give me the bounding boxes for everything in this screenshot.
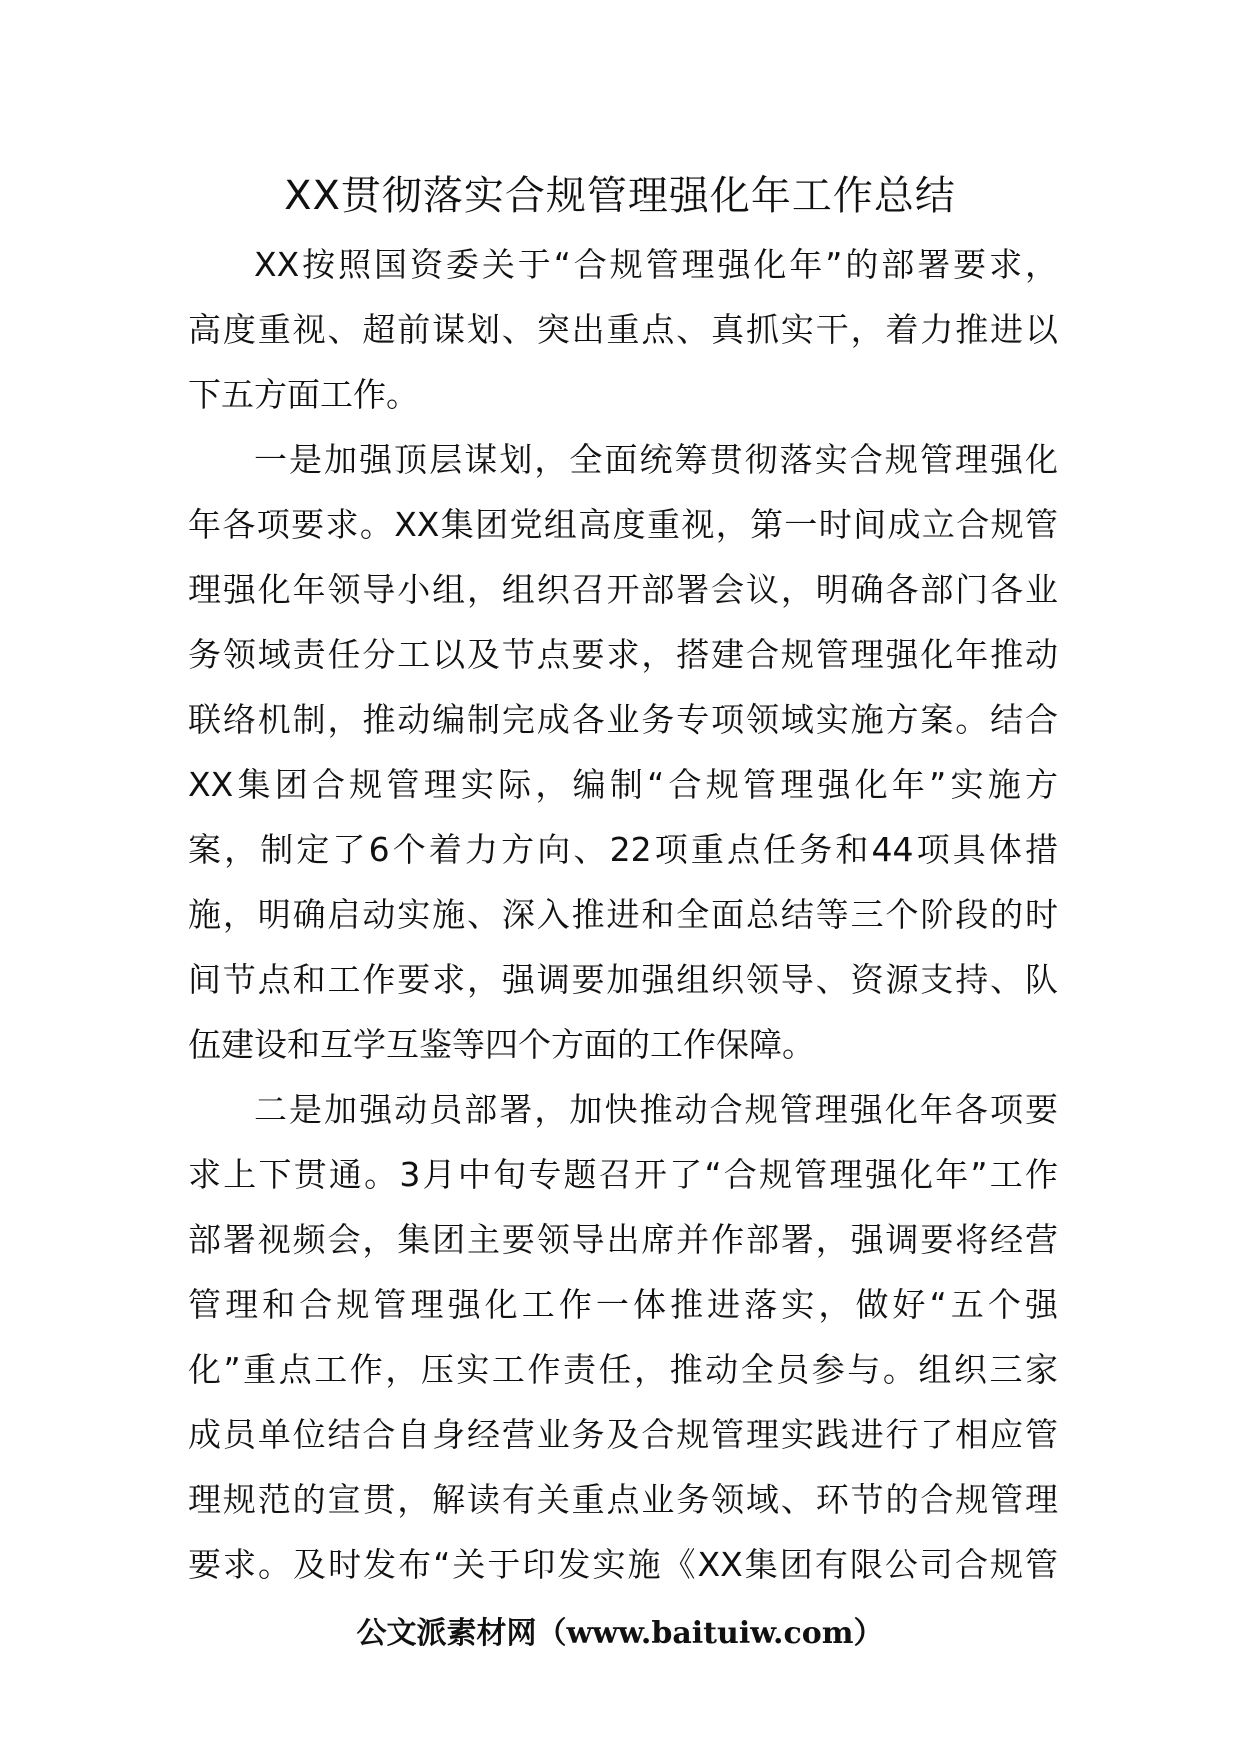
paragraph	[188, 1077, 1058, 1597]
text-line: 求上下贯通。3月中旬专题召开了“合规管理强化年”工作	[188, 1155, 1058, 1194]
text-line: 化”重点工作，压实工作责任，推动全员参与。组织三家	[188, 1350, 1058, 1389]
text-line: 施，明确启动实施、深入推进和全面总结等三个阶段的时	[188, 895, 1058, 934]
text-line: 管理和合规管理强化工作一体推进落实，做好“五个强	[188, 1285, 1058, 1324]
text-line: XX按照国资委关于“合规管理强化年”的部署要求，	[254, 245, 1058, 284]
text-line: 下五方面工作。	[188, 375, 419, 414]
paragraph	[188, 427, 1058, 1077]
document-body	[188, 232, 1058, 1597]
text-line: XX集团合规管理实际，编制“合规管理强化年”实施方	[188, 765, 1058, 804]
text-line: 部署视频会，集团主要领导出席并作部署，强调要将经营	[188, 1220, 1058, 1259]
text-line: 务领域责任分工以及节点要求，搭建合规管理强化年推动	[188, 635, 1058, 674]
text-line: 理规范的宣贯，解读有关重点业务领域、环节的合规管理	[188, 1480, 1058, 1519]
text-line: 伍建设和互学互鉴等四个方面的工作保障。	[188, 1025, 815, 1064]
text-line: 间节点和工作要求，强调要加强组织领导、资源支持、队	[188, 960, 1058, 999]
text-line: 联络机制，推动编制完成各业务专项领域实施方案。结合	[188, 700, 1058, 739]
text-line: 成员单位结合自身经营业务及合规管理实践进行了相应管	[188, 1415, 1058, 1454]
text-line: 二是加强动员部署，加快推动合规管理强化年各项要	[254, 1090, 1058, 1129]
document-title: XX贯彻落实合规管理强化年工作总结	[284, 173, 956, 219]
footer-watermark: 公文派素材网（www.baituiw.com）	[356, 1616, 884, 1651]
text-line: 高度重视、超前谋划、突出重点、真抓实干，着力推进以	[188, 310, 1058, 349]
text-line: 要求。及时发布“关于印发实施《XX集团有限公司合规管	[188, 1545, 1058, 1584]
paragraph	[188, 232, 1058, 427]
text-line: 年各项要求。XX集团党组高度重视，第一时间成立合规管	[188, 505, 1058, 544]
text-line: 一是加强顶层谋划，全面统筹贯彻落实合规管理强化	[254, 440, 1058, 479]
text-line: 理强化年领导小组，组织召开部署会议，明确各部门各业	[188, 570, 1058, 609]
text-line: 案，制定了6个着力方向、22项重点任务和44项具体措	[188, 830, 1058, 869]
